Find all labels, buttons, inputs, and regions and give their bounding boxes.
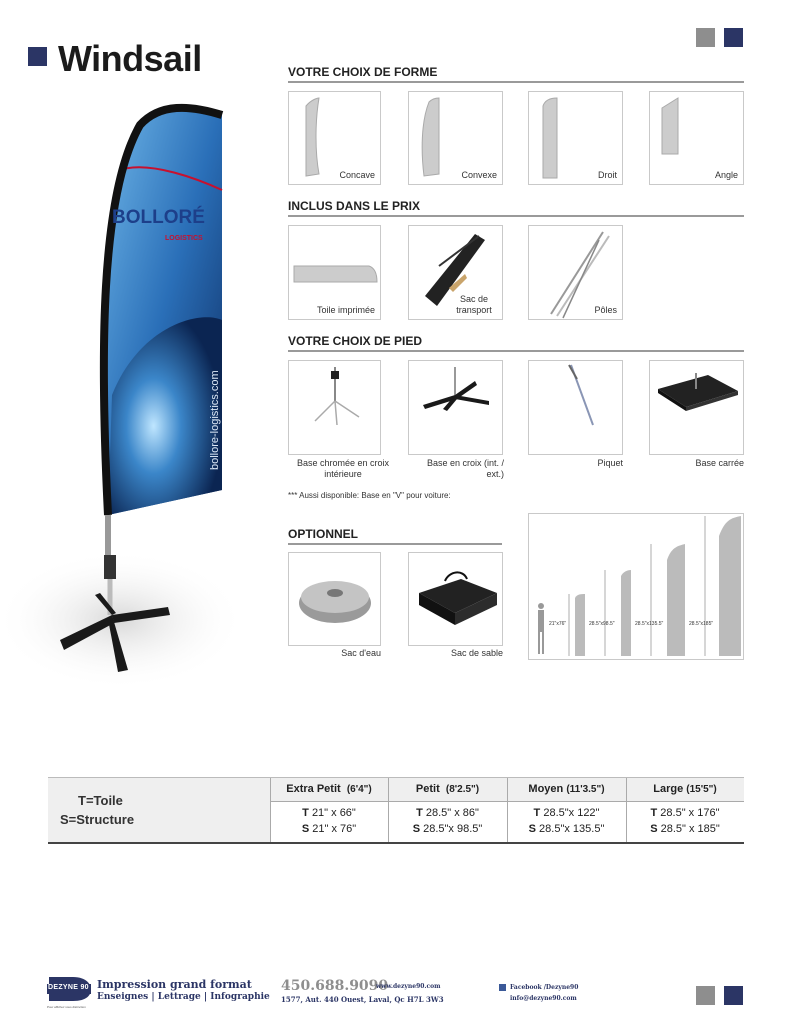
section-heading-pied: VOTRE CHOIX DE PIED bbox=[288, 334, 423, 348]
footer-phone: 450.688.9090 bbox=[281, 978, 389, 994]
section-heading-inclus: INCLUS DANS LE PRIX bbox=[288, 199, 421, 213]
size-chart-label: 28.5"x135.5" bbox=[635, 621, 664, 627]
legend-toile: T=Toile bbox=[78, 793, 123, 808]
footer-services: Enseignes | Lettrage | Infographie bbox=[97, 992, 270, 1002]
included-label: Pôles bbox=[594, 305, 617, 315]
col-header-large: Large (15'5") bbox=[653, 783, 717, 795]
cell-toile: T 28.5" x 86" bbox=[416, 807, 479, 819]
shape-option-angle[interactable] bbox=[649, 91, 744, 185]
included-toile bbox=[288, 225, 381, 320]
footer-heading: Impression grand format bbox=[97, 978, 252, 991]
optional-label: Sac d'eau bbox=[341, 648, 381, 658]
shape-option-convexe[interactable] bbox=[408, 91, 503, 185]
page-title: Windsail bbox=[58, 38, 202, 79]
size-table-legend bbox=[48, 778, 270, 842]
shape-label: Angle bbox=[714, 170, 738, 180]
included-label: Toile imprimée bbox=[316, 305, 375, 315]
cell-structure: S 28.5" x 185" bbox=[650, 823, 720, 835]
included-poles bbox=[528, 225, 623, 320]
size-chart-label: 28.5"x98.5" bbox=[589, 621, 615, 627]
sand-bag-icon bbox=[409, 553, 504, 647]
facebook-icon bbox=[499, 984, 506, 991]
cell-toile: T 28.5" x 176" bbox=[650, 807, 720, 819]
person-silhouette-icon bbox=[538, 603, 544, 654]
base-note: *** Aussi disponible: Base en "V" pour voiture: bbox=[288, 491, 451, 500]
size-comparison-graphic bbox=[529, 514, 745, 661]
flag-url-text: bollore-logistics.com bbox=[209, 370, 221, 470]
section-heading-optionnel: OPTIONNEL bbox=[288, 527, 359, 541]
size-comparison-chart bbox=[528, 513, 744, 660]
cell-structure: S 21" x 76" bbox=[301, 823, 357, 835]
col-header-moyen: Moyen (11'3.5") bbox=[528, 783, 605, 795]
section-rule bbox=[288, 543, 502, 545]
footer-email[interactable]: info@dezyne90.com bbox=[510, 995, 577, 1002]
section-heading-forme: VOTRE CHOIX DE FORME bbox=[288, 65, 438, 79]
section-rule bbox=[288, 81, 744, 83]
water-bag-icon bbox=[289, 553, 382, 647]
base-label: Base chromée en croix intérieure bbox=[296, 458, 390, 479]
shape-option-concave[interactable] bbox=[288, 91, 381, 185]
stake-icon bbox=[529, 361, 624, 456]
title-square-icon bbox=[28, 47, 47, 66]
flag-brand-text: BOLLORÉ bbox=[112, 207, 205, 228]
base-label: Base en croix (int. / ext.) bbox=[426, 458, 504, 479]
cell-toile: T 21" x 66" bbox=[302, 807, 356, 819]
footer-website[interactable]: www.dezyne90.com bbox=[376, 983, 441, 990]
col-header-extra-petit: Extra Petit (6'4") bbox=[286, 783, 372, 795]
shape-option-droit[interactable] bbox=[528, 91, 623, 185]
shape-label: Concave bbox=[339, 170, 375, 180]
shape-label: Droit bbox=[597, 170, 617, 180]
base-option-chrome[interactable] bbox=[288, 360, 381, 455]
logo-text: DEZYNE 90 bbox=[48, 984, 89, 991]
included-label: Sac de transport bbox=[456, 294, 492, 315]
cross-base-icon bbox=[409, 361, 504, 456]
logo-tagline: Pour affichez vous distinction bbox=[47, 1005, 86, 1009]
cell-structure: S 28.5"x 135.5" bbox=[528, 823, 605, 835]
dezyne-logo bbox=[47, 975, 91, 1009]
size-chart-label: 21"x76" bbox=[549, 621, 567, 627]
chrome-tripod-icon bbox=[289, 361, 382, 456]
included-sac-transport bbox=[408, 225, 503, 320]
base-label: Piquet bbox=[597, 458, 623, 468]
optional-water-bag[interactable] bbox=[288, 552, 381, 646]
gray-square-icon bbox=[696, 28, 715, 47]
flag-sub-text: LOGISTICS bbox=[165, 235, 203, 242]
shape-label: Convexe bbox=[461, 170, 497, 180]
cell-structure: S 28.5"x 98.5" bbox=[412, 823, 483, 835]
base-option-piquet[interactable] bbox=[528, 360, 623, 455]
square-base-icon bbox=[650, 361, 745, 456]
navy-square-icon bbox=[724, 28, 743, 47]
windsail-flag-illustration bbox=[0, 95, 260, 705]
legend-structure: S=Structure bbox=[60, 812, 135, 827]
optional-label: Sac de sable bbox=[450, 648, 503, 658]
section-rule bbox=[288, 350, 744, 352]
footer-address: 1577, Aut. 440 Ouest, Laval, Qc H7L 3W3 bbox=[281, 995, 444, 1004]
optional-sand-bag[interactable] bbox=[408, 552, 503, 646]
section-rule bbox=[288, 215, 744, 217]
size-table bbox=[48, 777, 744, 844]
cell-toile: T 28.5"x 122" bbox=[533, 807, 600, 819]
base-option-croix[interactable] bbox=[408, 360, 503, 455]
footer-facebook[interactable]: Facebook /Dezyne90 bbox=[510, 984, 579, 991]
size-chart-label: 28.5"x185" bbox=[689, 621, 714, 627]
gray-square-icon bbox=[696, 986, 715, 1005]
base-label: Base carrée bbox=[695, 458, 744, 468]
base-option-carree[interactable] bbox=[649, 360, 744, 455]
col-header-petit: Petit (8'2.5") bbox=[415, 783, 480, 795]
navy-square-icon bbox=[724, 986, 743, 1005]
